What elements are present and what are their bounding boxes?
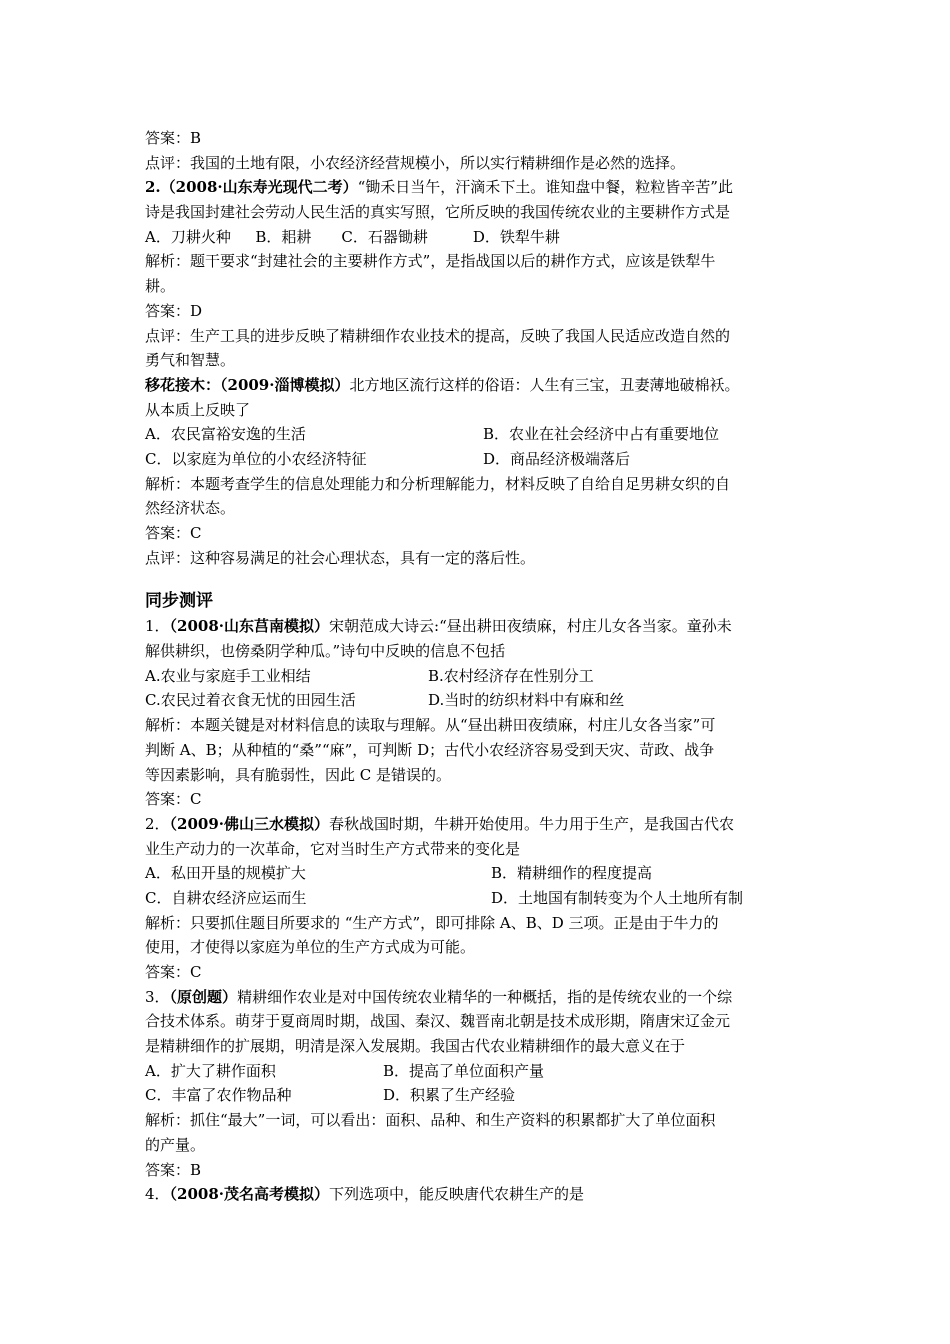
answer-line: 答案：B — [145, 1160, 202, 1179]
analysis-line: 耕。 — [145, 277, 176, 296]
options-row — [145, 664, 810, 689]
question-text: 宋朝范成大诗云:“昼出耕田夜绩麻，村庄儿女各当家。童孙未 — [329, 617, 732, 636]
answer-line: 答案：D — [145, 301, 203, 320]
question-text-line: 业生产动力的一次革命，它对当时生产方式带来的变化是 — [145, 839, 521, 858]
option-a: A．农民富裕安逸的生活 — [145, 425, 306, 444]
options-row — [145, 861, 810, 886]
section-title: 同步测评 — [145, 591, 213, 612]
question-text: 北方地区流行这样的俗语：人生有三宝，丑妻薄地破棉袄。 — [349, 375, 740, 394]
option-b: B．农业在社会经济中占有重要地位 — [483, 425, 720, 444]
question-2-stem — [145, 175, 810, 200]
comment-line: 点评：这种容易满足的社会心理状态，具有一定的落后性。 — [145, 548, 536, 567]
question-source-tag: 移花接木：（2009·淄博模拟） — [145, 375, 350, 394]
question-number: 2． — [145, 814, 170, 833]
analysis-line: 解析：本题关键是对材料信息的读取与理解。从“昼出耕田夜绩麻，村庄儿女各当家”可 — [145, 716, 716, 735]
answer-line: 答案：C — [145, 524, 202, 542]
option-d: D．积累了生产经验 — [383, 1086, 516, 1105]
question-text-line: 诗是我国封建社会劳动人民生活的真实写照，它所反映的我国传统农业的主要耕作方式是 — [145, 203, 731, 222]
option-b: B．提高了单位面积产量 — [383, 1061, 545, 1080]
option-c: C．自耕农经济应运而生 — [145, 888, 307, 907]
document-page — [145, 126, 810, 1207]
option-d: D．商品经济极端落后 — [483, 449, 631, 468]
answer-line: 答案：C — [145, 790, 202, 809]
option-a: A．私田开垦的规模扩大 — [145, 864, 306, 883]
analysis-line: 判断 A、B；从种植的“桑”“麻”，可判断 D；古代小农经济容易受到天灾、苛政、战争 — [145, 740, 715, 759]
analysis-line: 解析：只要抓住题目所要求的 “生产方式”，即可排除 A、B、D 三项。正是由于牛力的 — [145, 913, 719, 932]
analysis-line: 解析：本题考查学生的信息处理能力和分析理解能力，材料反映了自给自足男耕女织的自 — [145, 474, 731, 493]
question-text: 春秋战国时期，牛耕开始使用。牛力用于生产，是我国古代农 — [329, 814, 735, 833]
analysis-line: 解析：题干要求“封建社会的主要耕作方式”，是指战国以后的耕作方式，应该是铁犁牛 — [145, 252, 716, 271]
question-number: 4． — [145, 1185, 170, 1204]
question-text-line: 解供耕织，也傍桑阴学种瓜。”诗句中反映的信息不包括 — [145, 642, 506, 661]
option-c: C.农民过着衣食无忧的田园生活 — [145, 691, 356, 710]
question-source-tag: 2.（2008·山东寿光现代二考） — [145, 178, 358, 197]
question-source-tag: （2008·茂名高考模拟） — [169, 1185, 330, 1204]
comment-line: 点评：我国的土地有限，小农经济经营规模小，所以实行精耕细作是必然的选择。 — [145, 153, 686, 172]
question-options: A．刀耕火种 B．耜耕 C．石器锄耕 D．铁犁牛耕 — [145, 227, 560, 246]
question-number: 1． — [145, 617, 170, 636]
option-c: C．以家庭为单位的小农经济特征 — [145, 449, 367, 468]
comment-line: 点评：生产工具的进步反映了精耕细作农业技术的提高，反映了我国人民适应改造自然的 — [145, 326, 731, 345]
question-text-line: 合技术体系。萌芽于夏商周时期，战国、秦汉、魏晋南北朝是技术成形期，隋唐宋辽金元 — [145, 1012, 731, 1031]
transfer-question-stem — [145, 373, 810, 398]
options-row — [145, 1059, 810, 1084]
option-b: B.农村经济存在性别分工 — [428, 666, 594, 685]
question-3-stem — [145, 985, 810, 1010]
options-row — [145, 688, 810, 713]
analysis-line: 然经济状态。 — [145, 499, 236, 518]
answer-line: 答案：B — [145, 129, 202, 147]
question-source-tag: （原创题） — [169, 987, 238, 1006]
comment-line: 勇气和智慧。 — [145, 351, 236, 370]
question-source-tag: （2008·山东莒南模拟） — [169, 617, 330, 636]
answer-line: 答案：C — [145, 963, 202, 981]
question-4-stem — [145, 1182, 810, 1207]
question-text-line: 从本质上反映了 — [145, 400, 251, 419]
options-row — [145, 447, 810, 472]
options-row — [145, 422, 810, 447]
question-text-line: 是精耕细作的扩展期，明清是深入发展期。我国古代农业精耕细作的最大意义在于 — [145, 1037, 686, 1056]
options-row — [145, 886, 810, 911]
analysis-line: 的产量。 — [145, 1135, 206, 1154]
question-text: 下列选项中，能反映唐代农耕生产的是 — [329, 1185, 585, 1204]
question-text: 精耕细作农业是对中国传统农业精华的一种概括，指的是传统农业的一个综 — [237, 987, 733, 1006]
option-a: A.农业与家庭手工业相结 — [145, 666, 311, 685]
question-1-stem — [145, 614, 810, 639]
option-d: D．土地国有制转变为个人土地所有制 — [491, 888, 744, 907]
option-a: A．扩大了耕作面积 — [145, 1061, 276, 1080]
analysis-line: 使用，才使得以家庭为单位的生产方式成为可能。 — [145, 938, 476, 957]
option-b: B．精耕细作的程度提高 — [491, 864, 653, 883]
analysis-line: 等因素影响，具有脆弱性，因此 C 是错误的。 — [145, 765, 452, 784]
question-text: “锄禾日当午，汗滴禾下土。谁知盘中餐，粒粒皆辛苦”此 — [357, 178, 733, 197]
analysis-line: 解析：抓住“最大”一词，可以看出：面积、品种、和生产资料的积累都扩大了单位面积 — [145, 1111, 716, 1130]
options-row — [145, 1083, 810, 1108]
question-number: 3． — [145, 987, 170, 1006]
option-d: D.当时的纺织材料中有麻和丝 — [428, 691, 625, 710]
option-c: C．丰富了农作物品种 — [145, 1086, 292, 1105]
question-2-stem — [145, 812, 810, 837]
question-source-tag: （2009·佛山三水模拟） — [169, 814, 330, 833]
